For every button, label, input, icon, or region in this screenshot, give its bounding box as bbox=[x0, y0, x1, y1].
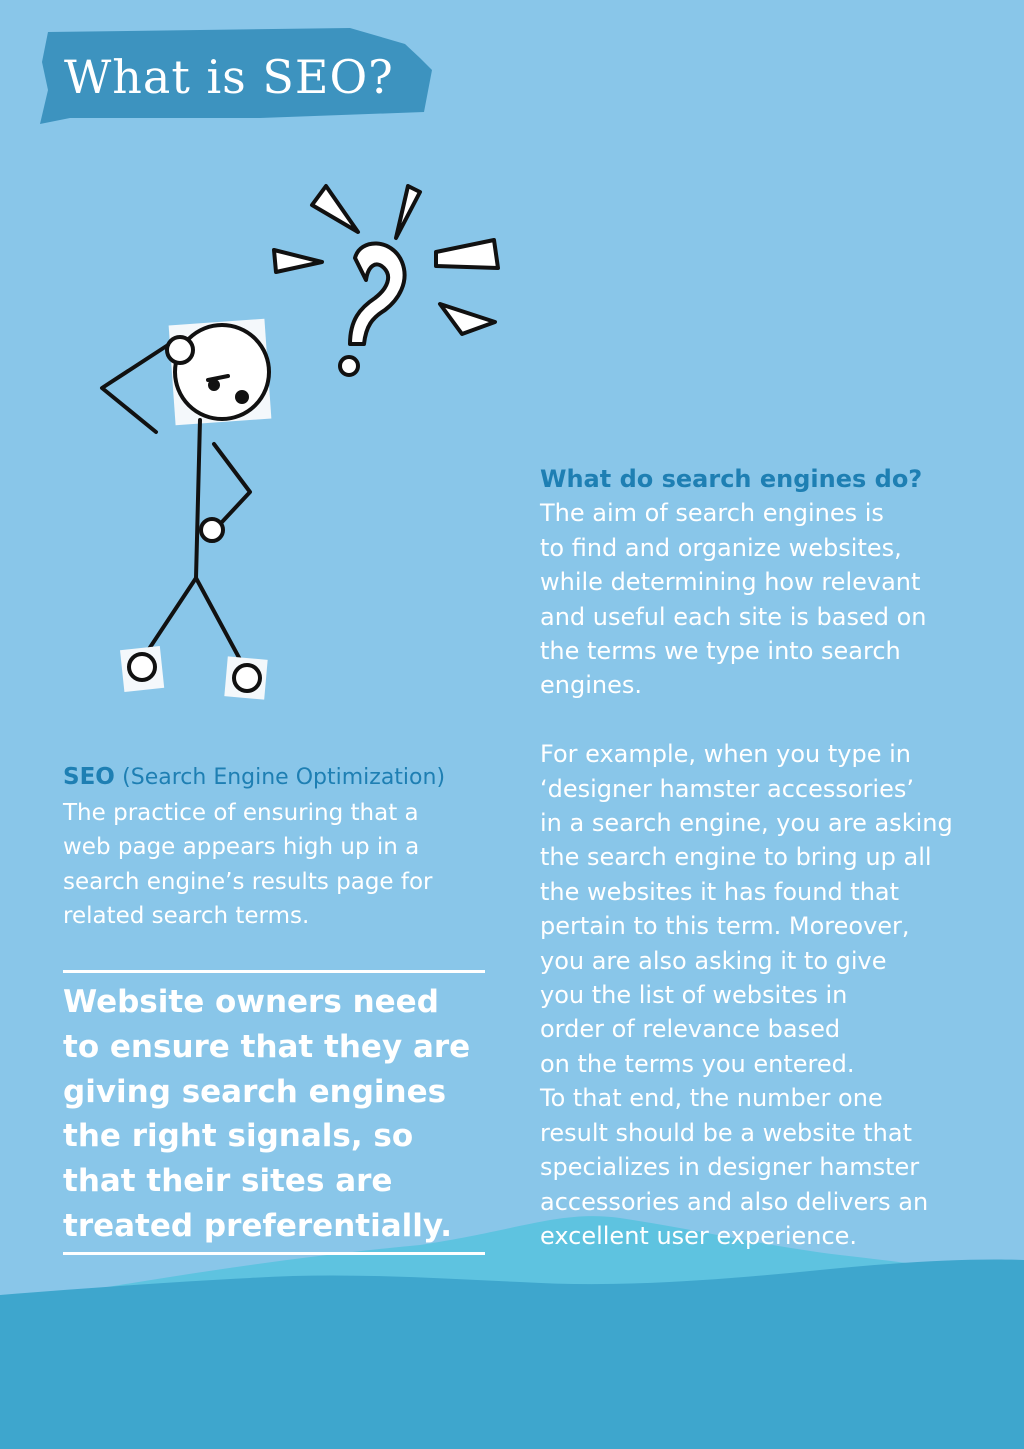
paragraph2-line: specializes in designer hamster bbox=[540, 1153, 920, 1182]
paragraph1-line: while determining how relevant bbox=[540, 568, 921, 597]
seo-expansion: (Search Engine Optimization) bbox=[122, 765, 446, 790]
callout-line: Website owners need bbox=[63, 984, 439, 1020]
search-engines-heading: What do search engines do? bbox=[540, 465, 923, 493]
seo-term: SEO bbox=[63, 764, 115, 790]
paragraph2-line: For example, when you type in bbox=[540, 740, 911, 769]
paragraph1-line: engines. bbox=[540, 671, 642, 700]
paragraph2-line: you are also asking it to give bbox=[540, 946, 887, 975]
callout-quote bbox=[63, 980, 503, 1249]
stick-figure-icon bbox=[102, 319, 271, 700]
search-engines-section bbox=[540, 462, 990, 1253]
callout-line: to ensure that they are bbox=[63, 1028, 471, 1065]
paragraph-spacer bbox=[540, 703, 990, 737]
page-title: What is SEO? bbox=[64, 50, 394, 104]
seo-definition bbox=[63, 760, 493, 934]
paragraph1-line: The aim of search engines is bbox=[540, 499, 884, 528]
callout-line: giving search engines bbox=[63, 1073, 447, 1110]
callout-top-rule bbox=[63, 970, 485, 973]
paragraph2-line: result should be a website that bbox=[540, 1118, 912, 1147]
callout-bottom-rule bbox=[63, 1252, 485, 1255]
paragraph2-line: To that end, the number one bbox=[540, 1084, 883, 1113]
paragraph2-line: accessories and also delivers an bbox=[540, 1187, 929, 1216]
paragraph1-line: to find and organize websites, bbox=[540, 533, 902, 562]
callout-line: that their sites are bbox=[63, 1163, 393, 1200]
seo-definition-line: search engine’s results page for bbox=[63, 868, 433, 895]
paragraph2-line: on the terms you entered. bbox=[540, 1049, 855, 1078]
stick-figure-illustration bbox=[90, 170, 520, 710]
paragraph2-line: order of relevance based bbox=[540, 1015, 841, 1044]
paragraph2-line: the search engine to bring up all bbox=[540, 843, 932, 872]
paragraph1-line: the terms we type into search bbox=[540, 637, 901, 666]
callout-line: treated preferentially. bbox=[63, 1207, 453, 1244]
paragraph2-line: ‘designer hamster accessories’ bbox=[540, 774, 914, 803]
seo-definition-line: web page appears high up in a bbox=[63, 834, 420, 860]
paragraph2-line: you the list of websites in bbox=[540, 981, 848, 1010]
paragraph2-line: pertain to this term. Moreover, bbox=[540, 912, 910, 941]
seo-definition-heading bbox=[63, 760, 493, 796]
seo-definition-line: related search terms. bbox=[63, 903, 310, 929]
paragraph1-line: and useful each site is based on bbox=[540, 602, 927, 631]
callout-line: the right signals, so bbox=[63, 1118, 414, 1155]
seo-definition-line: The practice of ensuring that a bbox=[63, 799, 419, 826]
paragraph2-line: the websites it has found that bbox=[540, 877, 900, 906]
question-mark-icon bbox=[340, 243, 405, 375]
paragraph2-line: in a search engine, you are asking bbox=[540, 809, 953, 838]
paragraph2-line: excellent user experience. bbox=[540, 1221, 858, 1250]
